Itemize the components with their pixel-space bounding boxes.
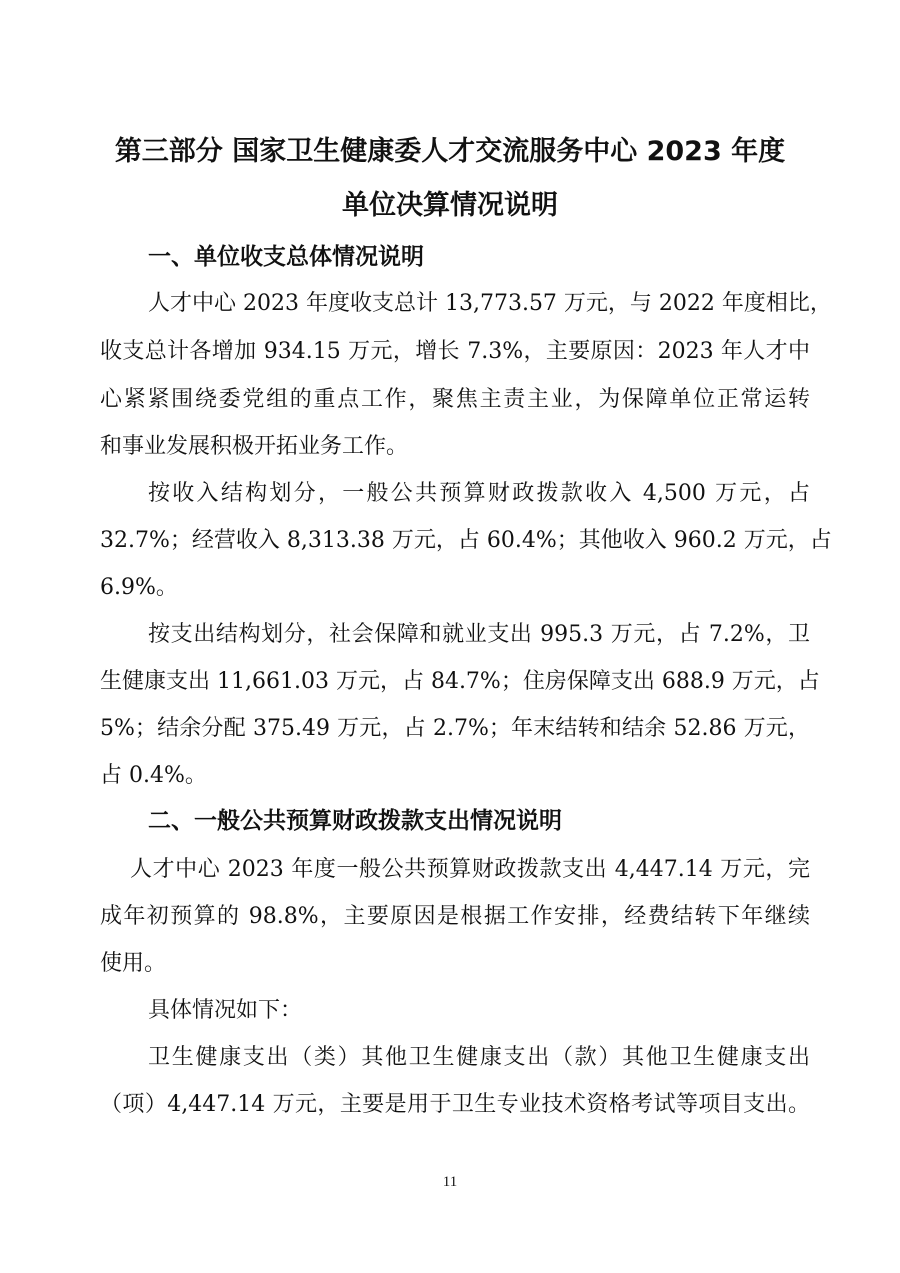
paragraph-line: 5%；结余分配 375.49 万元，占 2.7%；年末结转和结余 52.86 万元， bbox=[100, 716, 810, 741]
page-number: 11 bbox=[442, 1174, 458, 1190]
document-title-line-2: 单位决算情况说明 bbox=[342, 190, 558, 221]
section-heading-income-expenditure: 一、单位收支总体情况说明 bbox=[148, 244, 424, 270]
paragraph-line: 6.9%。 bbox=[100, 575, 178, 600]
paragraph-line: 心紧紧围绕委党组的重点工作，聚焦主责主业，为保障单位正常运转 bbox=[100, 387, 810, 412]
section-heading-general-budget: 二、一般公共预算财政拨款支出情况说明 bbox=[148, 808, 562, 834]
paragraph-line: 人才中心 2023 年度收支总计 13,773.57 万元，与 2022 年度相比， bbox=[148, 291, 832, 316]
paragraph-line: 收支总计各增加 934.15 万元，增长 7.3%，主要原因：2023 年人才中 bbox=[100, 339, 810, 364]
paragraph-line: 按支出结构划分，社会保障和就业支出 995.3 万元，占 7.2%，卫 bbox=[148, 622, 810, 647]
paragraph-line: 成年初预算的 98.8%，主要原因是根据工作安排，经费结转下年继续 bbox=[100, 904, 810, 929]
paragraph-line: 生健康支出 11,661.03 万元，占 84.7%；住房保障支出 688.9 万元，占 bbox=[100, 669, 820, 694]
paragraph-line: 使用。 bbox=[100, 951, 167, 976]
paragraph-line: 人才中心 2023 年度一般公共预算财政拨款支出 4,447.14 万元，完 bbox=[130, 857, 810, 882]
paragraph-line: 32.7%；经营收入 8,313.38 万元，占 60.4%；其他收入 960.2 万元，占 bbox=[100, 528, 832, 553]
paragraph-line: 具体情况如下： bbox=[148, 998, 303, 1023]
paragraph-line: 占 0.4%。 bbox=[100, 763, 207, 788]
paragraph-line: （项）4,447.14 万元，主要是用于卫生专业技术资格考试等项目支出。 bbox=[100, 1092, 810, 1117]
paragraph-line: 按收入结构划分，一般公共预算财政拨款收入 4,500 万元，占 bbox=[148, 481, 810, 506]
paragraph-line: 和事业发展积极开拓业务工作。 bbox=[100, 434, 409, 459]
document-title-line-1: 第三部分 国家卫生健康委人才交流服务中心 2023 年度 bbox=[114, 136, 786, 167]
paragraph-line: 卫生健康支出（类）其他卫生健康支出（款）其他卫生健康支出 bbox=[148, 1045, 810, 1070]
